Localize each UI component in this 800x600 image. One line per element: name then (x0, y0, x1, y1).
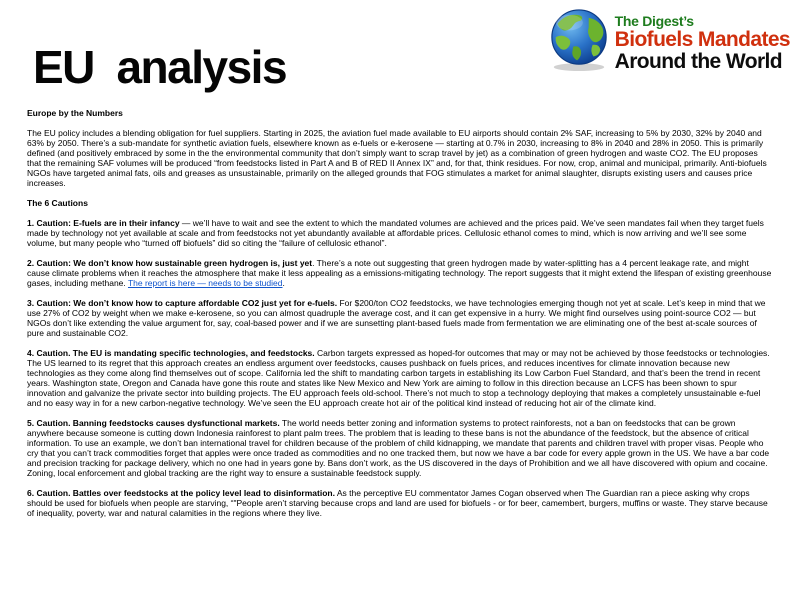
caution-2-tail: . (282, 278, 285, 288)
caution-paragraph-1 (27, 218, 773, 248)
logo-line-digests: The Digest’s (614, 13, 694, 29)
caution-paragraph-2 (27, 258, 773, 288)
caution-1-text: — we’ll have to wait and see the extent to which the mandated volumes are achieved and the prices paid. We’ve seen mandates fail when they target fuels made by technology not yet available at scale and from feedstocks not yet abundantly available at affordable prices. Cellulosic ethanol comes to mind, which is now arriving and we’ll see some volume, but many people who “turned off biofuels” did so citing the “failure of cellulosic ethanol”. (27, 218, 764, 248)
heading-europe-by-the-numbers: Europe by the Numbers (27, 108, 123, 118)
page-title: EU analysis (33, 41, 287, 93)
heading-the-6-cautions: The 6 Cautions (27, 198, 88, 208)
caution-2-text: . There’s a note out suggesting that green hydrogen made by water-splitting has a 4 percent leakage rate, and might cause climate problems when it reaches the atmosphere that make it less appealing as a emissions-mitigating technology. The report suggests that it might extend the lifespan of existing greenhouse gases, including methane. (27, 258, 772, 288)
logo (548, 8, 790, 77)
caution-4-text: Carbon targets expressed as hoped-for outcomes that may or may not be achieved by those feedstocks or technologies. The US learned to its regret that this approach creates an endless argument over feedstocks, causes pushback on fuels prices, and reduces incentives for climate innovation because new technologies as they come along find themselves out of scope. California led the shift to mandating carbon targets in establishing its Low Carbon Fuel Standard, and that’s been the trend in recent years. Washington state, Oregon and Canada have gone this route and states like New Mexico and New York are aiming to follow in this direction because an LCFS has been shown to spur innovation and galvanize the private sector into building projects. The EU approach feels old-school. There’s not much to stop a technology deploying that makes a completely unsustainable e-fuel and no easy way in for a new carbon-negative technology. We’ve seen the EU approach create hot air of the political kind instead of reducing hot air of the climate kind. (27, 348, 770, 408)
logo-line-around-the-world: Around the World (614, 50, 782, 73)
logo-text (615, 8, 790, 72)
document-body (27, 108, 773, 528)
caution-3-lead: 3. Caution: We don’t know how to capture affordable CO2 just yet for e-fuels. (27, 298, 338, 308)
logo-line-biofuels-mandates: Biofuels Mandates (614, 28, 790, 51)
caution-paragraph-4 (27, 348, 773, 408)
report-link[interactable]: The report is here — needs to be studied (127, 278, 283, 288)
caution-3-text: For $200/ton CO2 feedstocks, we have technologies emerging though not yet at scale. Let’s keep in mind that we use 27% of CO2 by weight when we make e-kerosene, so you can almost quadruple the average cost, and it can get expensive in a hurry. We might find ourselves using point-source CO2 — but NGOs don’t like extending the value argument for, say, coal-based power and if we are sunsetting plant-based fuels made from fermentation we are eliminating one of the best at-scale sources of pure and sustainable CO2. (27, 298, 766, 338)
caution-1-lead: 1. Caution: E-fuels are in their infancy (27, 218, 180, 228)
caution-paragraph-3 (27, 298, 773, 338)
caution-paragraph-5 (27, 418, 773, 478)
caution-4-lead: 4. Caution. The EU is mandating specific technologies, and feedstocks. (27, 348, 315, 358)
caution-paragraph-6 (27, 488, 773, 518)
caution-5-text: The world needs better zoning and information systems to protect rainforests, not a ban on feedstocks that can be grown anywhere because someone is cutting down Indonesia rainforest to plant palm trees. The problem that is leading to these bans is not the abundance of the feedstock, but the absence of critical information. To use an example, we don’t ban international travel for children because of the problem of child kidnapping, we mandate that parents and children travel with proper visas. People who cry that you can’t track commodities forget that apples were once traded as commodities and no one tracked them, but now we have a bar code for every apple grown in the US. We have a bar code and precision tracking for package delivery, which no one had in years gone by. Bans don’t work, as the US discovered in the days of Prohibition and we all have discovered with opium and cocaine. Zoning, local enforcement and global tracking are the right way to ensure a sustainable feedstock supply. (27, 418, 770, 478)
globe-icon (548, 8, 610, 77)
caution-2-lead: 2. Caution: We don’t know how sustainable green hydrogen is, just yet (27, 258, 313, 268)
caution-6-text: As the perceptive EU commentator James Cogan observed when The Guardian ran a piece asking why crops should be used for biofuels when people are starving, “"People aren’t starving because crops and land are used for biofuels - or for beer, camembert, burgers, muffins or waste. They starve because of inequality, poverty, war and natural calamities in the regions where they live. (27, 488, 768, 518)
caution-6-lead: 6. Caution. Battles over feedstocks at the policy level lead to disinformation. (27, 488, 335, 498)
caution-5-lead: 5. Caution. Banning feedstocks causes dysfunctional markets. (27, 418, 280, 428)
intro-text: The EU policy includes a blending obligation for fuel suppliers. Starting in 2025, the aviation fuel made available to EU airports should contain 2% SAF, increasing to 5% by 2030, 32% by 2040 and 63% by 2050. There’s a sub-mandate for synthetic aviation fuels, elsewhere known as e-fuels or e-kerosene — starting at 0.7% in 2030, increasing to 8% in 2040 and 28% in 2050. This is primarily defined (and positively embraced by some in the the environmental community that don’t simply want to scrap travel by jet) as a combination of green hydrogen and waste CO2. The EU proposes that the remaining SAF volumes will be produced “from feedstocks listed in Part A and B of RED II Annex IX” and, for that, think residues. For now, crop, animal and municipal, primarily. Anti-biofuels NGOs have targeted animal fats, oils and greases as unsustainable, primarily on the alleged grounds that FOG stimulates a market for animal slaughter, disrupts existing users and causes price increases. (27, 128, 767, 188)
intro-paragraph (27, 128, 773, 188)
